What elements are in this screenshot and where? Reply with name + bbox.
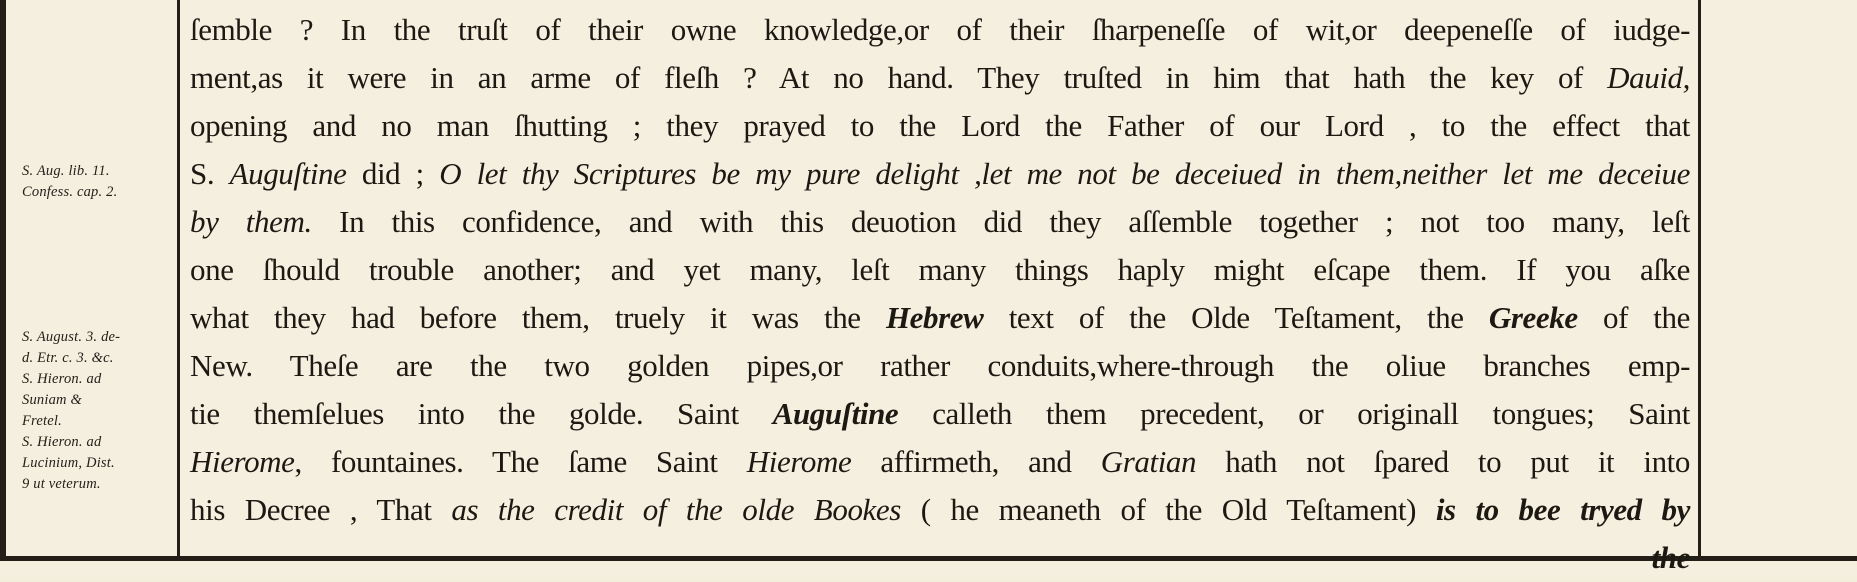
- italic-text-run: by them.: [190, 204, 312, 239]
- text-line: [190, 294, 1690, 342]
- text-run: one ſhould trouble another; and yet many, leſt many things haply might eſcape them. If you aſke: [190, 252, 1690, 287]
- text-line: [190, 6, 1690, 54]
- margin-note-line: Suniam &: [22, 392, 83, 408]
- italic-text-run: is to bee tryed by: [1435, 492, 1690, 527]
- text-line: [190, 534, 1690, 582]
- margin-note-line: Fretel.: [22, 413, 62, 429]
- margin-note-line: S. August. 3. de-: [22, 329, 121, 345]
- margin-note-line: S. Hieron. ad: [22, 434, 102, 450]
- text-run: calleth them precedent, or originall tongues; Saint: [898, 396, 1690, 431]
- text-line: [190, 438, 1690, 486]
- text-run: opening and no man ſhutting ; they prayed to the Lord the Father of our Lord , to the effect that: [190, 108, 1690, 143]
- text-run: , fountaines. The ſame Saint: [294, 444, 747, 479]
- text-run: S.: [190, 156, 230, 191]
- main-text-column: [190, 6, 1690, 582]
- italic-text-run: the: [1651, 540, 1690, 575]
- italic-text-run: O let thy Scriptures be my pure delight ,let me not be deceiued in them,neither let me deceiue: [439, 156, 1690, 191]
- text-line: [190, 198, 1690, 246]
- text-line: [190, 246, 1690, 294]
- margin-note-hieronymus-references: [22, 327, 176, 495]
- text-run: ſemble ? In the truſt of their owne knowledge,or of their ſharpeneſſe of wit,or deepeneſſe of iudge-: [190, 12, 1690, 47]
- italic-text-run: Gratian: [1100, 444, 1197, 479]
- text-line: [190, 150, 1690, 198]
- left-border-rule: [0, 0, 6, 560]
- text-run: of the: [1577, 300, 1690, 335]
- text-run: did ;: [346, 156, 440, 191]
- margin-note-line: Confess. cap. 2.: [22, 184, 118, 200]
- text-run: his Decree , That: [190, 492, 452, 527]
- italic-text-run: Hebrew: [885, 300, 984, 335]
- text-line: [190, 102, 1690, 150]
- right-border-rule: [1698, 0, 1701, 560]
- text-line: [190, 486, 1690, 534]
- italic-text-run: Auguſtine: [229, 156, 347, 191]
- text-run: what they had before them, truely it was the: [190, 300, 886, 335]
- text-run: ment,as it were in an arme of fleſh ? At no hand. They truſted in him that hath the key of: [190, 60, 1608, 95]
- italic-text-run: Auguſtine: [772, 396, 899, 431]
- margin-note-augustine-confessions: [22, 161, 176, 203]
- italic-text-run: Hierome: [190, 444, 295, 479]
- italic-text-run: Greeke: [1488, 300, 1578, 335]
- margin-note-line: 9 ut veterum.: [22, 476, 101, 492]
- text-run: tie themſelues into the golde. Saint: [190, 396, 773, 431]
- margin-note-line: S. Hieron. ad: [22, 371, 102, 387]
- italic-text-run: Dauid,: [1607, 60, 1690, 95]
- margin-note-line: S. Aug. lib. 11.: [22, 163, 110, 179]
- italic-text-run: Hierome: [746, 444, 852, 479]
- text-run: ( he meaneth of the Old Teſtament): [900, 492, 1436, 527]
- text-line: [190, 54, 1690, 102]
- margin-note-line: Lucinium, Dist.: [22, 455, 115, 471]
- text-run: New. Theſe are the two golden pipes,or rather conduits,where-through the oliue branches emp-: [190, 348, 1690, 383]
- text-run: text of the Olde Teſtament, the: [983, 300, 1489, 335]
- italic-text-run: as the credit of the olde Bookes: [451, 492, 901, 527]
- text-line: [190, 390, 1690, 438]
- text-run: affirmeth, and: [851, 444, 1101, 479]
- text-line: [190, 342, 1690, 390]
- margin-note-line: d. Etr. c. 3. &c.: [22, 350, 114, 366]
- text-run: In this confidence, and with this deuotion did they aſſemble together ; not too many, leſt: [311, 204, 1690, 239]
- margin-divider-rule: [177, 0, 180, 560]
- text-run: hath not ſpared to put it into: [1196, 444, 1690, 479]
